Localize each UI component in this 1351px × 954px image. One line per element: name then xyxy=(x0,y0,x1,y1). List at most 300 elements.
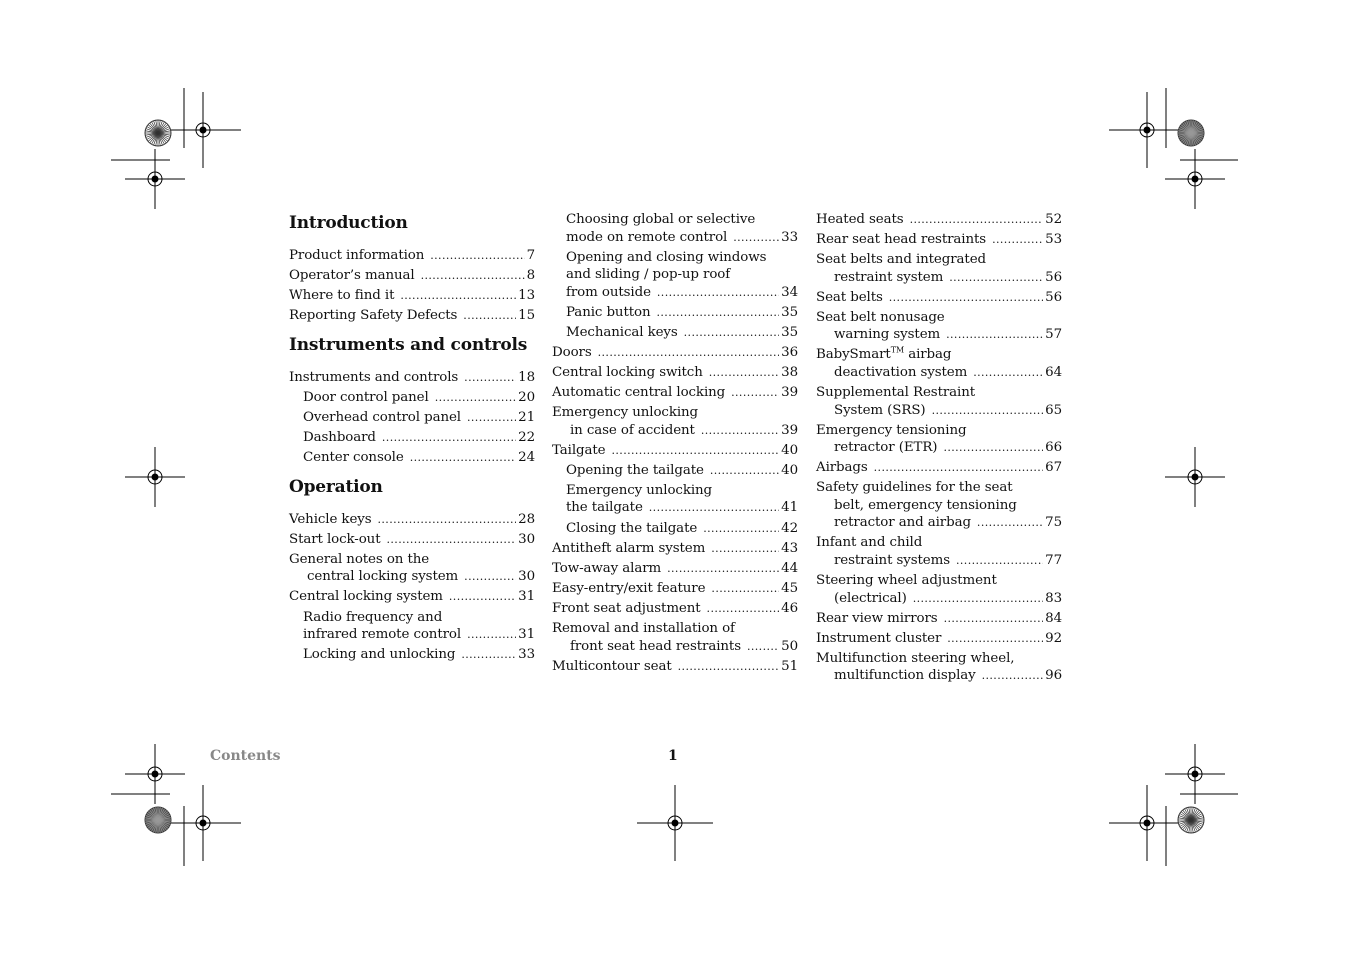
dot-leader xyxy=(711,540,779,558)
toc-entry-title: Seat belt nonusage xyxy=(816,309,945,325)
toc-entry-last-line xyxy=(816,269,1062,287)
toc-page-number: 28 xyxy=(518,511,535,527)
toc-entry-last-line xyxy=(289,511,535,529)
star-target-icon xyxy=(1178,807,1204,833)
toc-entry-title: central locking system xyxy=(307,569,459,585)
toc-entry-title: Emergency tensioning xyxy=(816,422,967,438)
toc-entry[interactable] xyxy=(552,324,798,342)
toc-entry[interactable] xyxy=(289,307,535,325)
toc-entry-title: the tailgate xyxy=(566,500,643,516)
toc-entry-last-line xyxy=(303,409,535,427)
dot-leader xyxy=(464,369,516,387)
toc-page-number: 44 xyxy=(781,560,798,576)
toc-entry-line xyxy=(552,404,798,422)
page-number: 1 xyxy=(668,748,678,764)
toc-entry-title: restraint system xyxy=(834,269,944,285)
toc-entry-last-line xyxy=(289,247,535,265)
toc-page-number: 31 xyxy=(518,627,535,643)
toc-entry-title: Instrument cluster xyxy=(816,630,942,646)
toc-page-number: 7 xyxy=(526,248,535,263)
toc-entry-last-line xyxy=(816,459,1062,477)
toc-page-number: 15 xyxy=(518,308,535,324)
dot-leader xyxy=(449,588,516,606)
toc-entry-line xyxy=(566,211,798,229)
toc-entry-title: Rear view mirrors xyxy=(816,610,938,626)
toc-entry-title: Emergency unlocking xyxy=(566,482,713,498)
dot-leader xyxy=(410,449,516,467)
toc-entry-last-line xyxy=(289,287,535,305)
dot-leader xyxy=(421,267,525,285)
dot-leader xyxy=(684,324,780,342)
toc-entry-last-line xyxy=(566,499,798,517)
toc-page-number: 38 xyxy=(781,364,798,380)
toc-entry-title: Door control panel xyxy=(303,389,429,405)
toc-entry-title: Radio frequency and xyxy=(303,609,443,625)
toc-entry[interactable] xyxy=(289,429,535,447)
toc-entry-title: Tow-away alarm xyxy=(552,560,662,576)
toc-entry-last-line xyxy=(289,531,535,549)
toc-entry-last-line xyxy=(552,560,798,578)
registration-target-icon xyxy=(1165,447,1225,507)
toc-page-number: 56 xyxy=(1045,289,1062,305)
registration-target-icon xyxy=(1109,785,1185,861)
toc-entry-title: Opening and closing windows xyxy=(566,249,767,265)
toc-page-number: 92 xyxy=(1045,630,1062,646)
toc-page-number: 33 xyxy=(781,229,798,245)
toc-entry[interactable] xyxy=(552,620,798,655)
toc-entry-title: Tailgate xyxy=(552,442,606,458)
toc-entry-line xyxy=(816,534,1062,552)
toc-entry-line xyxy=(289,551,535,569)
toc-entry[interactable] xyxy=(816,289,1062,307)
toc-page-number: 34 xyxy=(781,284,798,300)
toc-entry-last-line xyxy=(566,304,798,322)
toc-entry-line xyxy=(816,572,1062,590)
toc-entry[interactable] xyxy=(289,588,535,606)
toc-entry-title: Supplemental Restraint xyxy=(816,385,976,401)
toc-entry[interactable] xyxy=(552,580,798,598)
toc-entry-title: in case of accident xyxy=(570,422,695,438)
toc-entry[interactable] xyxy=(552,462,798,480)
dot-leader xyxy=(382,429,516,447)
toc-entry[interactable] xyxy=(552,404,798,439)
toc-column-2 xyxy=(552,211,798,678)
dot-leader xyxy=(430,247,524,265)
toc-entry-title: Operator’s manual xyxy=(289,268,415,284)
toc-entry[interactable] xyxy=(816,422,1062,457)
toc-page-number: 30 xyxy=(518,531,535,547)
footer-section-title: Contents xyxy=(210,748,281,764)
dot-leader xyxy=(973,364,1043,382)
toc-entry[interactable] xyxy=(816,211,1062,229)
toc-entry-last-line xyxy=(816,514,1062,532)
toc-entry[interactable] xyxy=(552,600,798,618)
toc-entry-last-line xyxy=(566,229,798,247)
toc-entry-last-line xyxy=(289,267,535,285)
toc-entry-line xyxy=(566,266,798,284)
toc-entry-title: front seat head restraints xyxy=(570,638,741,654)
toc-entry[interactable] xyxy=(289,609,535,644)
toc-entry-title: (electrical) xyxy=(834,590,907,606)
toc-entry-title: Easy-entry/exit feature xyxy=(552,580,706,596)
toc-entry-last-line xyxy=(816,402,1062,420)
toc-page-number: 35 xyxy=(781,304,798,320)
dot-leader xyxy=(992,231,1043,249)
toc-entry-title: Mechanical keys xyxy=(566,324,678,340)
section-heading: Instruments and controls xyxy=(289,334,528,355)
toc-entry-title: infrared remote control xyxy=(303,627,462,643)
toc-entry-title: Start lock-out xyxy=(289,531,381,547)
toc-page-number: 66 xyxy=(1045,440,1062,456)
toc-entry-last-line xyxy=(816,552,1062,570)
toc-entry-last-line xyxy=(816,439,1062,457)
toc-entry-last-line xyxy=(566,462,798,480)
toc-entry[interactable] xyxy=(552,211,798,246)
dot-leader xyxy=(667,560,779,578)
toc-entry[interactable] xyxy=(552,540,798,558)
toc-entry-title: Front seat adjustment xyxy=(552,600,701,616)
dot-leader xyxy=(703,520,779,538)
toc-page-number: 56 xyxy=(1045,269,1062,285)
dot-leader xyxy=(464,568,516,586)
dot-leader xyxy=(943,439,1043,457)
toc-page-number: 96 xyxy=(1045,668,1062,684)
toc-page-number: 36 xyxy=(781,344,798,360)
dot-leader xyxy=(461,646,516,664)
toc-page-number: 39 xyxy=(781,422,798,438)
dot-leader xyxy=(947,630,1043,648)
toc-entry[interactable] xyxy=(816,572,1062,607)
toc-entry-title: belt, emergency tensioning xyxy=(834,497,1017,513)
toc-entry[interactable] xyxy=(289,287,535,305)
toc-page-number: 52 xyxy=(1045,212,1062,227)
toc-entry[interactable] xyxy=(289,531,535,549)
dot-leader xyxy=(747,638,779,656)
dot-leader xyxy=(378,511,517,529)
toc-entry-title: from outside xyxy=(566,284,651,300)
toc-entry-last-line xyxy=(816,590,1062,608)
toc-entry-last-line xyxy=(816,630,1062,648)
toc-entry[interactable] xyxy=(289,369,535,387)
toc-entry-title: Reporting Safety Defects xyxy=(289,308,458,324)
toc-entry-last-line xyxy=(552,638,798,656)
registration-target-icon xyxy=(125,149,185,209)
toc-entry-title: Multifunction steering wheel, xyxy=(816,650,1015,666)
dot-leader xyxy=(977,514,1043,532)
dot-leader xyxy=(709,364,779,382)
toc-entry[interactable] xyxy=(816,459,1062,477)
toc-entry[interactable] xyxy=(552,658,798,676)
toc-entry[interactable] xyxy=(552,384,798,402)
toc-entry[interactable] xyxy=(816,251,1062,286)
toc-page-number: 20 xyxy=(518,389,535,405)
toc-entry-title: Seat belts xyxy=(816,289,883,305)
toc-entry-title: Infant and child xyxy=(816,535,923,551)
toc-entry-title: General notes on the xyxy=(289,551,430,567)
toc-entry-last-line xyxy=(552,540,798,558)
toc-page-number: 83 xyxy=(1045,590,1062,606)
toc-entry-title: Locking and unlocking xyxy=(303,647,456,663)
toc-entry-line xyxy=(566,249,798,267)
toc-page-number: 50 xyxy=(781,638,798,654)
toc-entry[interactable] xyxy=(816,346,1062,381)
toc-entry-line xyxy=(566,482,798,500)
toc-entry[interactable] xyxy=(289,511,535,529)
toc-entry-last-line xyxy=(289,307,535,325)
toc-entry-title: Instruments and controls xyxy=(289,369,459,385)
toc-entry-last-line xyxy=(566,324,798,342)
toc-entry-title: Removal and installation of xyxy=(552,621,735,636)
toc-page-number: 21 xyxy=(518,409,535,425)
dot-leader xyxy=(463,307,516,325)
toc-entry[interactable] xyxy=(289,267,535,285)
toc-entry-line xyxy=(816,346,1062,364)
toc-column-1 xyxy=(289,211,535,666)
registration-target-icon xyxy=(165,785,241,861)
toc-entry[interactable] xyxy=(552,304,798,322)
toc-entry[interactable] xyxy=(816,650,1062,685)
dot-leader xyxy=(707,600,780,618)
dot-leader xyxy=(678,658,780,676)
toc-entry-title: Vehicle keys xyxy=(289,511,372,527)
toc-entry-title: System (SRS) xyxy=(834,402,926,418)
dot-leader xyxy=(400,287,516,305)
toc-entry-line xyxy=(303,609,535,627)
toc-entry-title: Central locking switch xyxy=(552,364,703,380)
toc-entry[interactable] xyxy=(552,442,798,460)
toc-entry-line xyxy=(816,384,1062,402)
toc-page-number: 75 xyxy=(1045,515,1062,531)
toc-entry-title: retractor (ETR) xyxy=(834,440,938,456)
dot-leader xyxy=(467,626,516,644)
toc-entry-title: Center console xyxy=(303,450,404,466)
toc-entry-last-line xyxy=(566,284,798,302)
toc-entry-title: Product information xyxy=(289,248,425,263)
toc-page-number: 24 xyxy=(518,450,535,466)
toc-entry-title: Emergency unlocking xyxy=(552,405,699,421)
toc-page-number: 51 xyxy=(781,658,798,674)
toc-entry[interactable] xyxy=(552,520,798,538)
toc-page-number: 67 xyxy=(1045,460,1062,476)
toc-entry-title: Rear seat head restraints xyxy=(816,232,987,248)
toc-page-number: 45 xyxy=(781,580,798,596)
toc-entry-title: Central locking system xyxy=(289,589,443,605)
dot-leader xyxy=(435,389,516,407)
toc-entry-last-line xyxy=(816,667,1062,685)
dot-leader xyxy=(946,326,1043,344)
toc-entry-last-line xyxy=(816,231,1062,249)
dot-leader xyxy=(910,211,1044,229)
toc-entry-last-line xyxy=(552,442,798,460)
toc-entry[interactable] xyxy=(816,534,1062,569)
toc-entry[interactable] xyxy=(289,389,535,407)
toc-entry-title: mode on remote control xyxy=(566,229,728,245)
toc-entry-last-line xyxy=(552,580,798,598)
toc-entry[interactable] xyxy=(289,551,535,586)
toc-entry[interactable] xyxy=(816,610,1062,628)
toc-entry-last-line xyxy=(289,588,535,606)
toc-entry[interactable] xyxy=(289,409,535,427)
dot-leader xyxy=(701,422,779,440)
toc-entry[interactable] xyxy=(552,482,798,517)
registration-target-icon xyxy=(1165,149,1225,209)
toc-entry-title-suffix: airbag xyxy=(904,347,952,363)
toc-column-3 xyxy=(816,211,1062,687)
toc-entry-title: Automatic central locking xyxy=(552,385,726,401)
toc-page-number: 31 xyxy=(518,589,535,605)
dot-leader xyxy=(889,289,1043,307)
toc-entry-title: Closing the tailgate xyxy=(566,520,698,536)
dot-leader xyxy=(598,344,780,362)
toc-entry[interactable] xyxy=(552,560,798,578)
toc-entry[interactable] xyxy=(816,479,1062,532)
toc-page-number: 65 xyxy=(1045,402,1062,418)
toc-entry[interactable] xyxy=(289,247,535,265)
toc-entry-title: deactivation system xyxy=(834,364,968,380)
toc-entry-last-line xyxy=(289,568,535,586)
toc-page-number: 13 xyxy=(518,288,535,304)
dot-leader xyxy=(944,610,1044,628)
toc-page-number: 40 xyxy=(781,462,798,478)
toc-entry-title: Dashboard xyxy=(303,430,376,446)
toc-page-number: 22 xyxy=(518,430,535,446)
registration-target-icon xyxy=(165,92,241,168)
toc-entry-last-line xyxy=(552,658,798,676)
dot-leader xyxy=(387,531,517,549)
section-heading: Operation xyxy=(289,476,383,497)
toc-entry-title: retractor and airbag xyxy=(834,515,971,531)
toc-entry-title: warning system xyxy=(834,327,941,343)
toc-entry-line xyxy=(552,620,798,638)
toc-page-number: 40 xyxy=(781,442,798,458)
star-target-icon xyxy=(145,120,171,146)
toc-page-number: 8 xyxy=(526,268,535,284)
toc-entry-title: Safety guidelines for the seat xyxy=(816,480,1013,496)
section-heading: Introduction xyxy=(289,213,408,233)
dot-leader xyxy=(710,462,779,480)
toc-entry-title: Where to find it xyxy=(289,288,395,304)
toc-entry-title: Choosing global or selective xyxy=(566,212,756,227)
toc-entry-title: BabySmart xyxy=(816,347,891,363)
toc-entry-last-line xyxy=(566,520,798,538)
toc-entry-last-line xyxy=(816,289,1062,307)
registration-target-icon xyxy=(1165,744,1225,804)
toc-entry-last-line xyxy=(816,211,1062,229)
dot-leader xyxy=(932,402,1044,420)
dot-leader xyxy=(649,499,779,517)
toc-entry[interactable] xyxy=(289,449,535,467)
toc-entry-last-line xyxy=(303,389,535,407)
toc-entry-last-line xyxy=(816,326,1062,344)
toc-entry-last-line xyxy=(552,422,798,440)
toc-entry-title: Steering wheel adjustment xyxy=(816,573,997,589)
trademark-superscript: TM xyxy=(890,346,905,355)
toc-page-number: 84 xyxy=(1045,610,1062,626)
toc-entry[interactable] xyxy=(816,630,1062,648)
toc-entry-line xyxy=(816,251,1062,269)
toc-page-number: 64 xyxy=(1045,364,1062,380)
toc-entry-line xyxy=(816,309,1062,327)
dot-leader xyxy=(711,580,779,598)
toc-entry-last-line xyxy=(552,600,798,618)
toc-entry-last-line xyxy=(552,364,798,382)
dot-leader xyxy=(733,229,779,247)
toc-entry[interactable] xyxy=(816,309,1062,344)
toc-entry-title: Multicontour seat xyxy=(552,658,672,674)
registration-target-icon xyxy=(125,447,185,507)
toc-entry-title: Opening the tailgate xyxy=(566,462,704,478)
star-target-icon xyxy=(1178,120,1204,146)
toc-page-number: 41 xyxy=(781,500,798,516)
toc-entry-title: Antitheft alarm system xyxy=(552,540,706,556)
toc-page-number: 35 xyxy=(781,324,798,340)
dot-leader xyxy=(913,590,1043,608)
toc-entry-title: and sliding / pop-up roof xyxy=(566,267,731,283)
toc-page-number: 33 xyxy=(518,647,535,663)
toc-entry[interactable] xyxy=(289,646,535,664)
registration-target-icon xyxy=(637,785,713,861)
toc-entry-last-line xyxy=(303,646,535,664)
dot-leader xyxy=(956,552,1043,570)
toc-entry-last-line xyxy=(552,344,798,362)
toc-entry-last-line xyxy=(816,610,1062,628)
toc-entry-last-line xyxy=(303,449,535,467)
toc-entry-last-line xyxy=(816,364,1062,382)
dot-leader xyxy=(657,284,779,302)
toc-page-number: 39 xyxy=(781,385,798,401)
toc-page-number: 77 xyxy=(1045,552,1062,568)
toc-page-number: 30 xyxy=(518,569,535,585)
registration-target-icon xyxy=(1109,92,1185,168)
toc-entry[interactable] xyxy=(552,249,798,302)
toc-entry-last-line xyxy=(303,429,535,447)
dot-leader xyxy=(731,384,779,402)
toc-entry-line xyxy=(816,497,1062,515)
toc-entry[interactable] xyxy=(552,364,798,382)
toc-entry[interactable] xyxy=(552,344,798,362)
toc-entry-title: restraint systems xyxy=(834,552,950,568)
dot-leader xyxy=(874,459,1044,477)
toc-entry-last-line xyxy=(303,626,535,644)
toc-page-number: 53 xyxy=(1045,232,1062,248)
toc-page-number: 43 xyxy=(781,540,798,556)
star-target-icon xyxy=(145,807,171,833)
dot-leader xyxy=(467,409,516,427)
toc-entry-title: Overhead control panel xyxy=(303,409,461,425)
registration-target-icon xyxy=(125,744,185,804)
toc-entry-last-line xyxy=(552,384,798,402)
toc-entry[interactable] xyxy=(816,384,1062,419)
toc-entry-line xyxy=(816,650,1062,668)
toc-entry-title: Seat belts and integrated xyxy=(816,252,986,268)
toc-entry-line xyxy=(816,479,1062,497)
toc-entry-title: Doors xyxy=(552,344,592,360)
dot-leader xyxy=(982,667,1044,685)
toc-entry-title: Airbags xyxy=(816,460,868,476)
toc-entry-title: Heated seats xyxy=(816,212,904,227)
toc-entry-title: multifunction display xyxy=(834,668,976,684)
toc-page-number: 46 xyxy=(781,600,798,616)
dot-leader xyxy=(949,269,1043,287)
toc-entry-last-line xyxy=(289,369,535,387)
toc-entry-line xyxy=(816,422,1062,440)
toc-page-number: 42 xyxy=(781,520,798,536)
dot-leader xyxy=(657,304,780,322)
toc-page-number: 57 xyxy=(1045,327,1062,343)
toc-entry-title: Panic button xyxy=(566,304,651,320)
toc-entry[interactable] xyxy=(816,231,1062,249)
dot-leader xyxy=(612,442,780,460)
